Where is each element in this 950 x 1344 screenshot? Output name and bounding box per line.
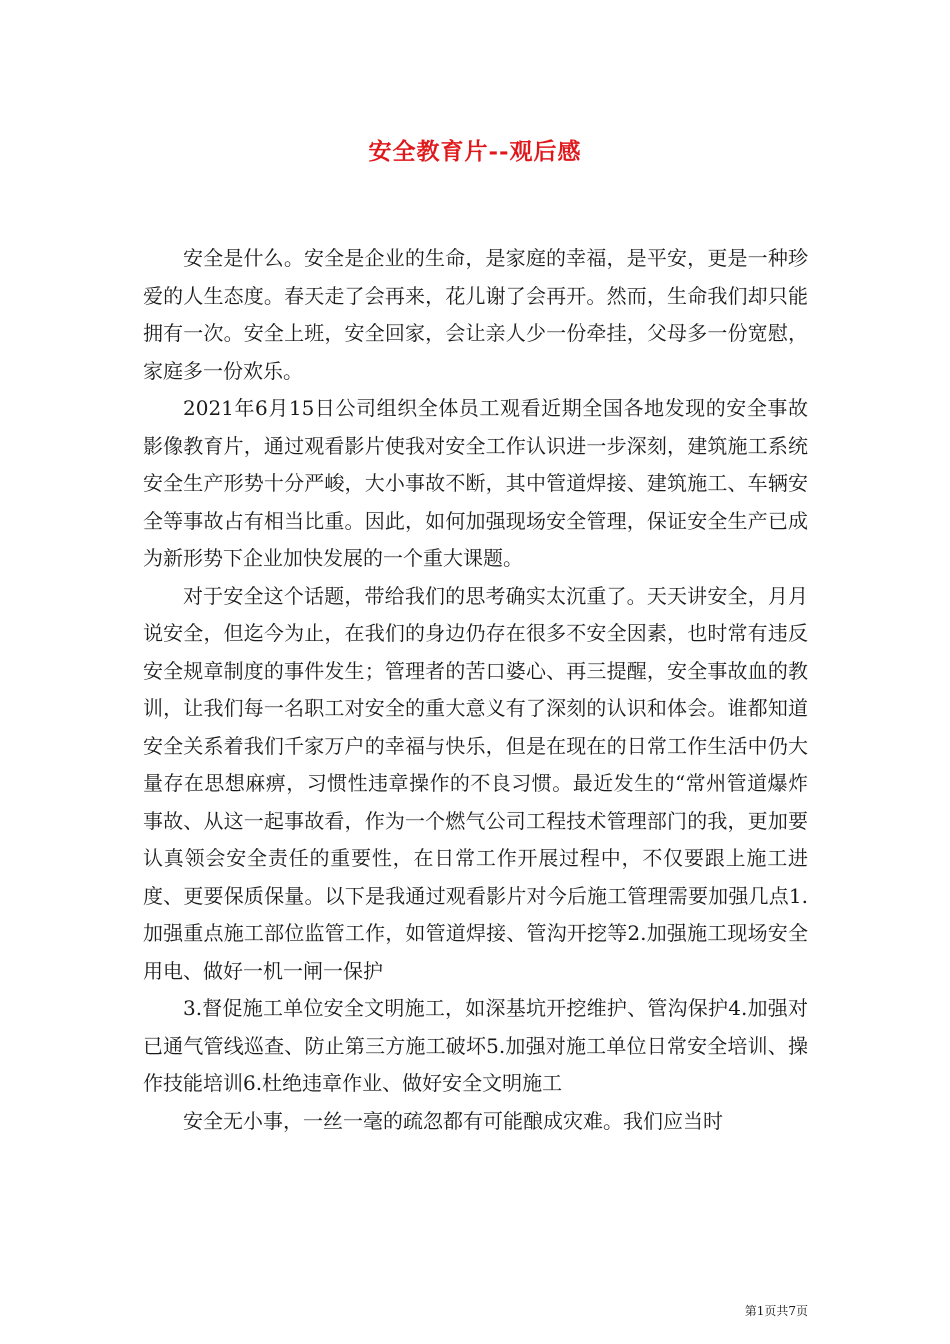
paragraph: 安全无小事，一丝一毫的疏忽都有可能酿成灾难。我们应当时 — [183, 1108, 723, 1133]
paragraph: 2021年6月15日公司组织全体员工观看近期全国各地发现的安全事故影像教育片，通过观看影片使我对安全工作认识进一步深刻，建筑施工系统安全生产形势十分严峻，大小事故不断，其中管道焊接、建筑施工、车辆安全等事故占有相当比重。因此，如何加强现场安全管理，保证安全生产已成为新形势下企业加快发展的一个重大课题。 — [143, 396, 808, 570]
paragraph: 对于安全这个话题，带给我们的思考确实太沉重了。天天讲安全，月月说安全，但迄今为止，在我们的身边仍存在很多不安全因素，也时常有违反安全规章制度的事件发生；管理者的苦口婆心、再三提醒，安全事故血的教训，让我们每一名职工对安全的重大意义有了深刻的认识和体会。谁都知道安全关系着我们千家万户的幸福与快乐，但是在现在的日常工作生活中仍大量存在思想麻痹，习惯性违章操作的不良习惯。最近发生的“常州管道爆炸事故、从这一起事故看，作为一个燃气公司工程技术管理部门的我，更加要认真领会安全责任的重要性，在日常工作开展过程中，不仅要跟上施工进度、更要保质保量。以下是我通过观看影片对今后施工管理需要加强几点1.加强重点施工部位监管工作，如管道焊接、管沟开挖等2.加强施工现场安全用电、做好一机一闸一保护 — [143, 583, 808, 983]
paragraph: 3.督促施工单位安全文明施工，如深基坑开挖维护、管沟保护4.加强对已通气管线巡查、防止第三方施工破坏5.加强对施工单位日常安全培训、操作技能培训6.杜绝违章作业、做好安全文明施工 — [143, 996, 808, 1095]
page-footer: 第1页共7页 — [744, 1304, 808, 1318]
document-title: 安全教育片--观后感 — [368, 138, 582, 165]
document-body — [143, 240, 808, 1140]
paragraph: 安全是什么。安全是企业的生命，是家庭的幸福，是平安，更是一种珍爱的人生态度。春天走了会再来，花儿谢了会再开。然而，生命我们却只能拥有一次。安全上班，安全回家，会让亲人少一份牵挂，父母多一份宽慰，家庭多一份欢乐。 — [143, 246, 808, 383]
